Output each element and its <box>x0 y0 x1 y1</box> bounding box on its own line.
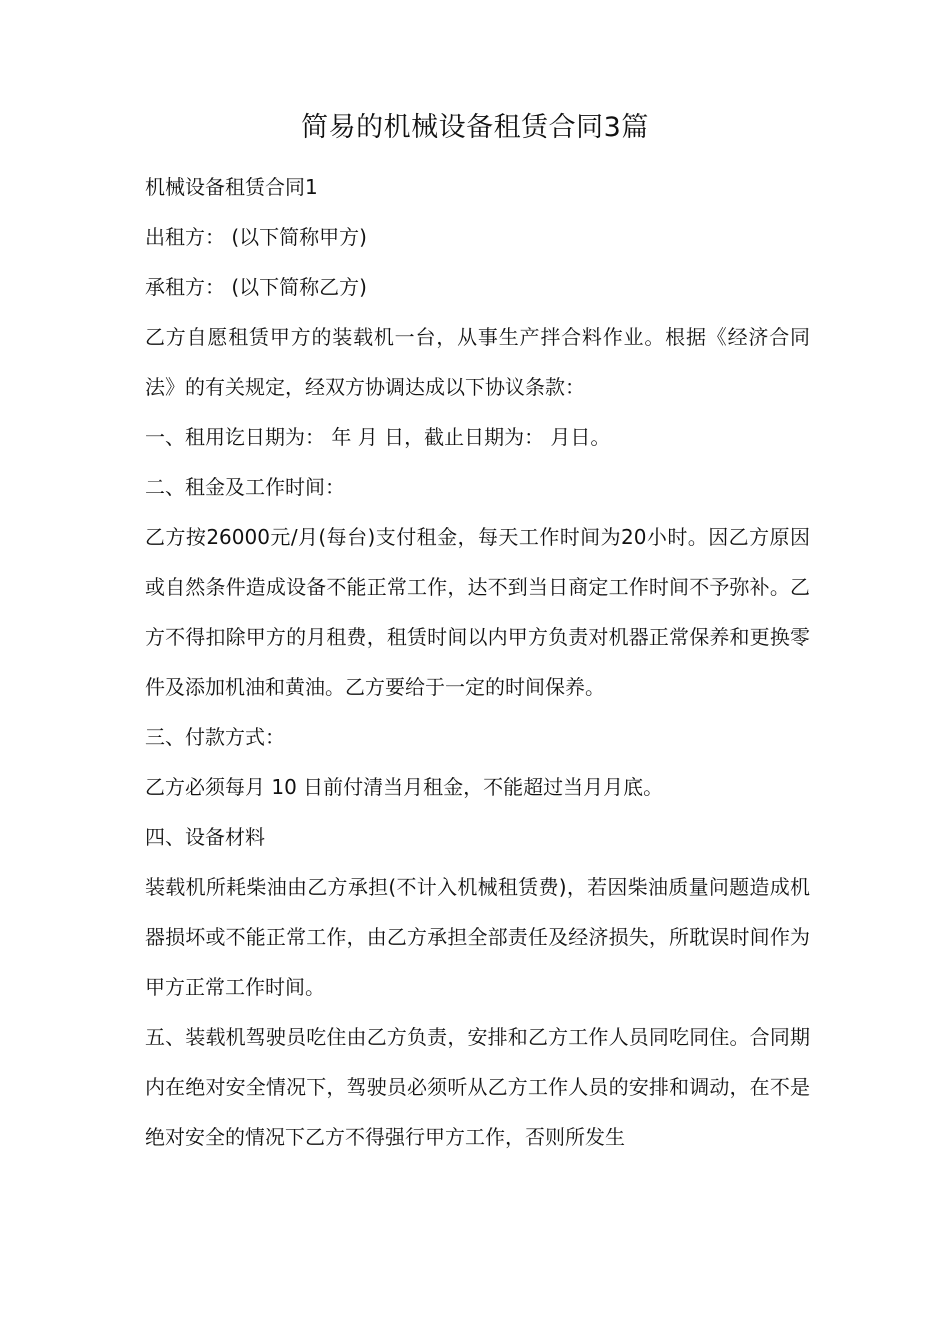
clause-1: 一、租用讫日期为： 年 月 日，截止日期为： 月日。 <box>145 425 611 449</box>
clause-4-body: 装载机所耗柴油由乙方承担(不计入机械租赁费)，若因柴油质量问题造成机器损坏或不能正常工作，由乙方承担全部责任及经济损失，所耽误时间作为甲方正常工作时间。 <box>145 875 810 999</box>
clause-2-heading: 二、租金及工作时间： <box>145 475 345 499</box>
lessee-line: 承租方： (以下简称乙方) <box>145 275 367 299</box>
intro-paragraph: 乙方自愿租赁甲方的装载机一台，从事生产拌合料作业。根据《经济合同法》的有关规定，经双方协调达成以下协议条款： <box>145 325 810 399</box>
lessor-line: 出租方： (以下简称甲方) <box>145 225 367 249</box>
clause-3-body: 乙方必须每月 10 日前付清当月租金，不能超过当月月底。 <box>145 775 664 799</box>
clause-5: 五、装载机驾驶员吃住由乙方负责，安排和乙方工作人员同吃同住。合同期内在绝对安全情况下，驾驶员必须听从乙方工作人员的安排和调动，在不是绝对安全的情况下乙方不得强行甲方工作，否则所发生 <box>145 1025 810 1149</box>
document-title: 简易的机械设备租赁合同3篇 <box>301 112 649 143</box>
clause-3-heading: 三、付款方式： <box>145 725 285 749</box>
section-heading: 机械设备租赁合同1 <box>145 175 318 199</box>
clause-4-heading: 四、设备材料 <box>145 825 265 849</box>
document-body <box>145 162 810 1162</box>
clause-2-body: 乙方按26000元/月(每台)支付租金，每天工作时间为20小时。因乙方原因或自然条件造成设备不能正常工作，达不到当日商定工作时间不予弥补。乙方不得扣除甲方的月租费，租赁时间以内甲方负责对机器正常保养和更换零件及添加机油和黄油。乙方要给于一定的时间保养。 <box>145 525 810 699</box>
